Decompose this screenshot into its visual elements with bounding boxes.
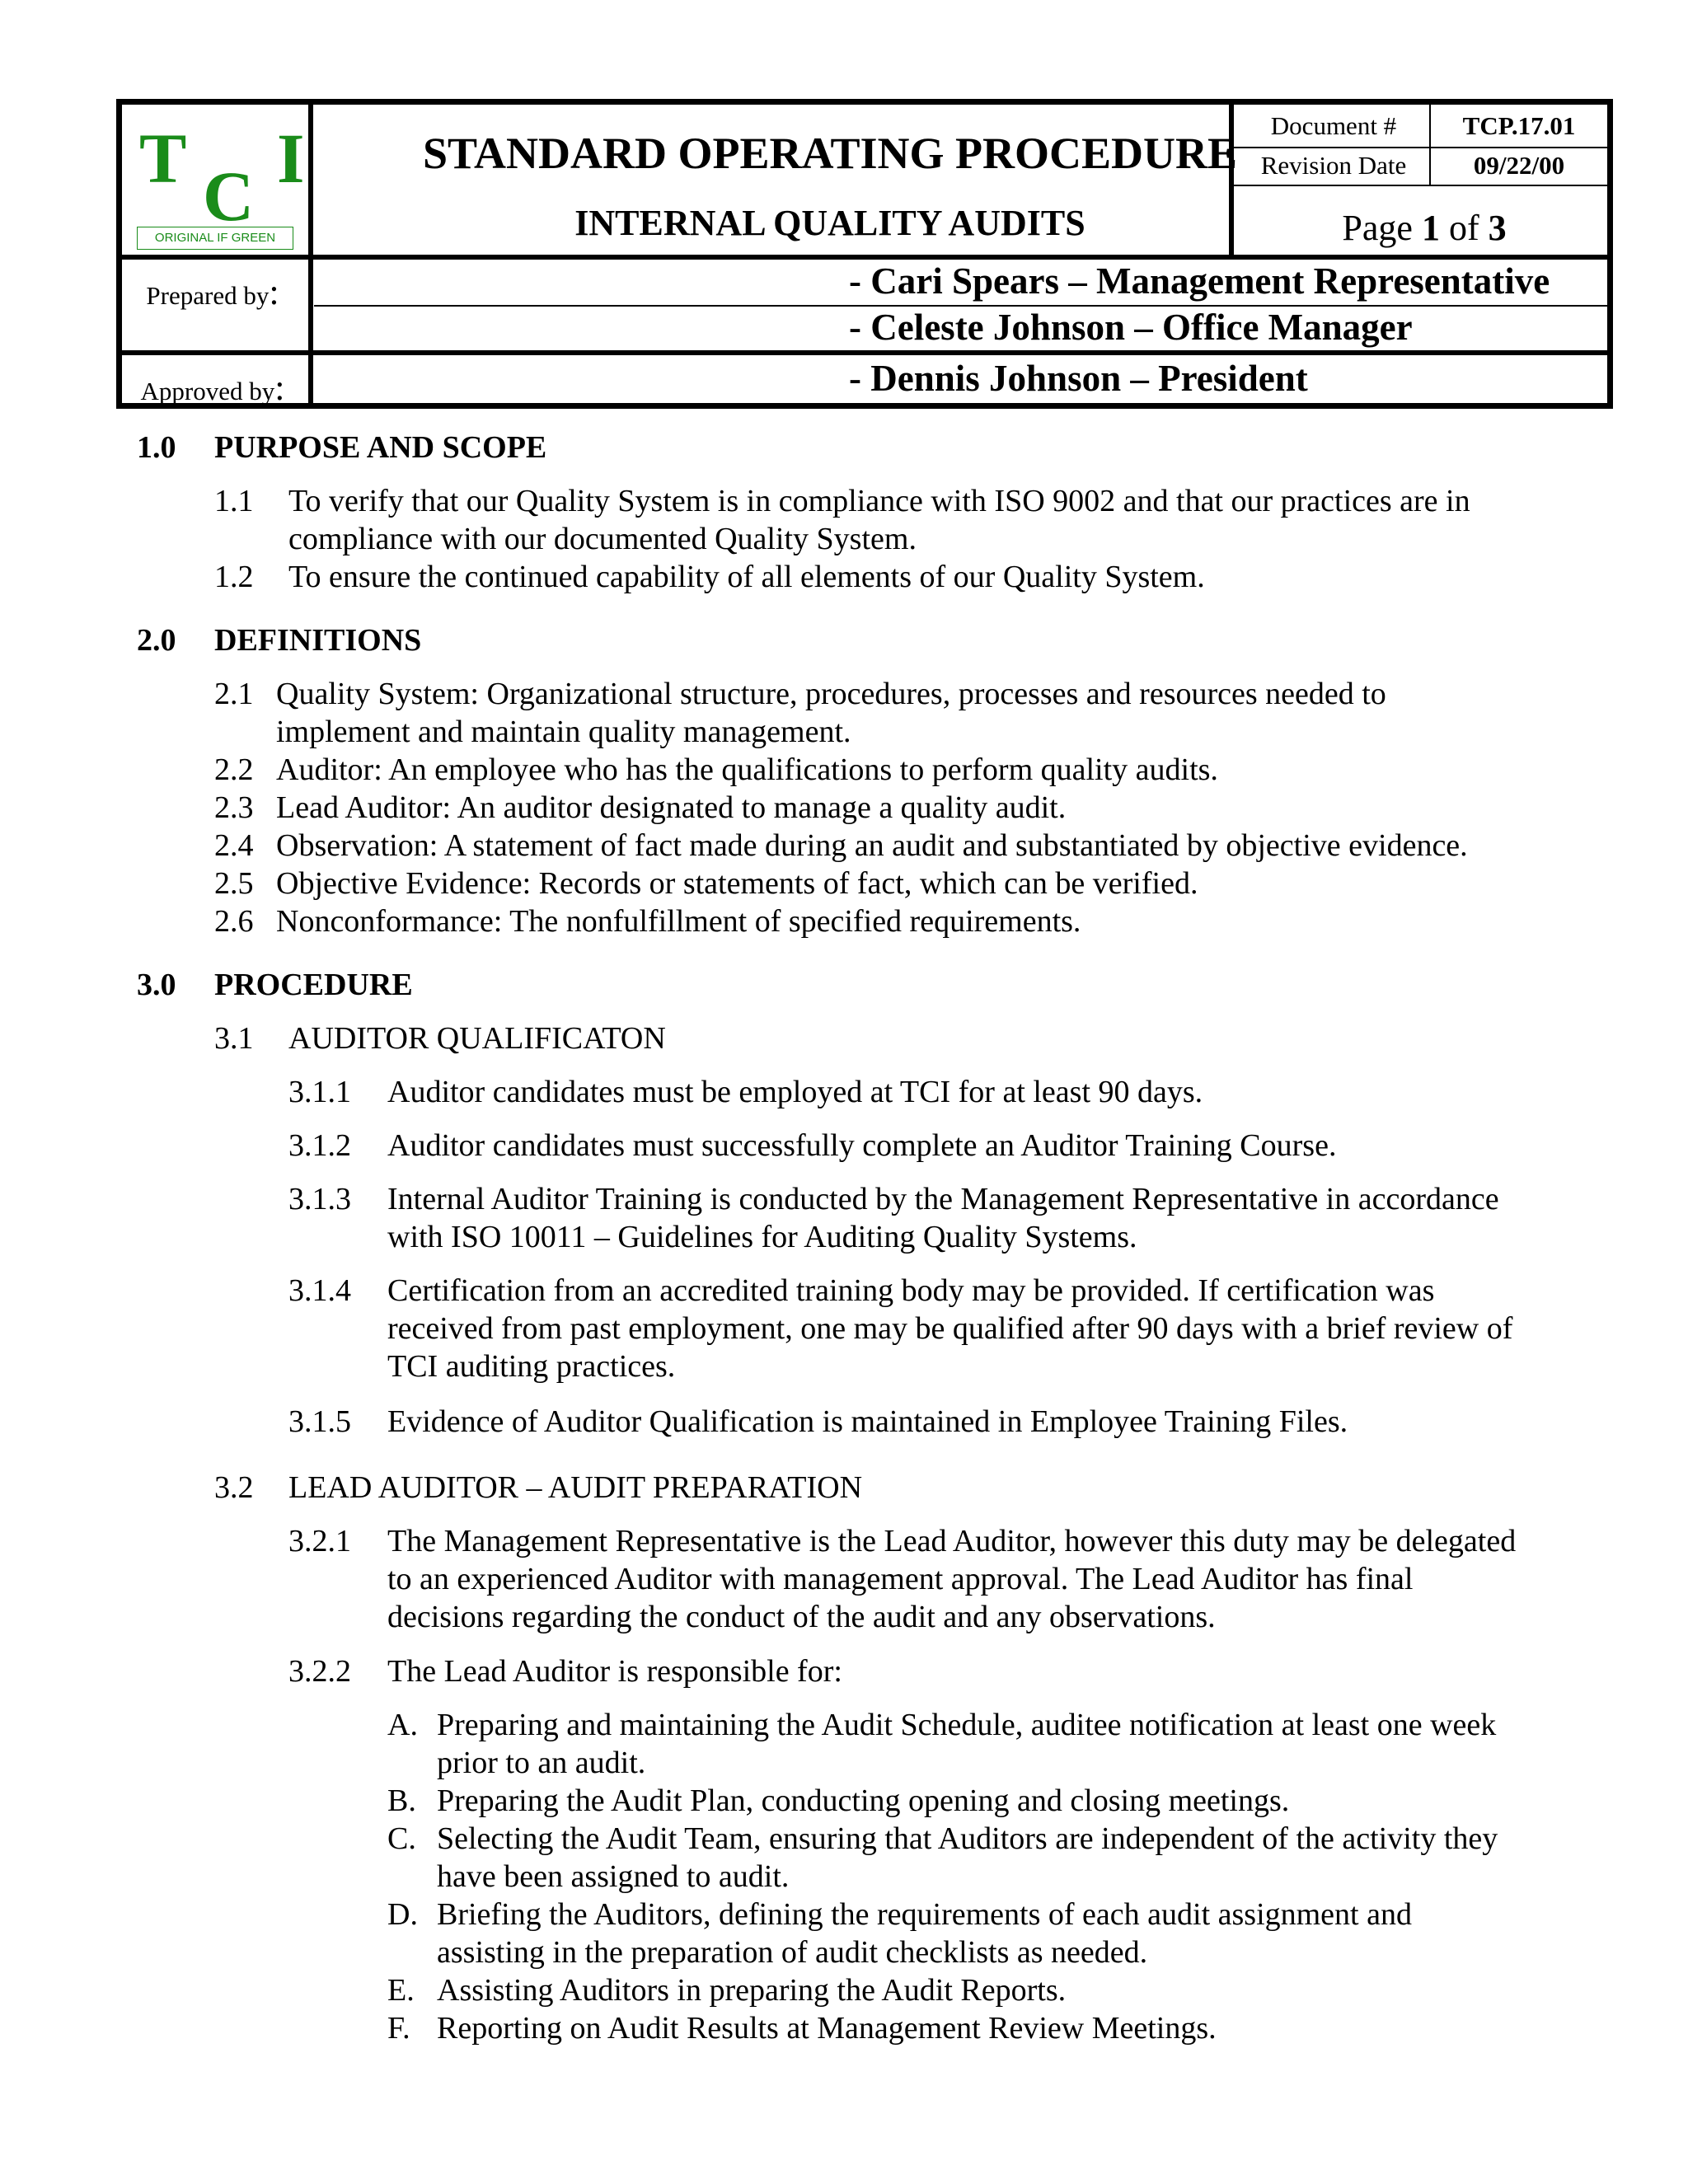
document-title: STANDARD OPERATING PROCEDURE (422, 129, 1238, 178)
approved-by-label: Approved by: (140, 368, 285, 408)
preparer-2: - Celeste Johnson – Office Manager (849, 307, 1413, 348)
page-of-word: of (1448, 208, 1479, 248)
logo-letter-i: I (277, 119, 305, 198)
sop-header (116, 99, 1613, 409)
logo-letter-c: C (203, 157, 255, 236)
section-heading-3: 3.0 PROCEDURE (137, 968, 413, 1002)
prepared-by-label: Prepared by: (146, 272, 279, 312)
document-number-label: Document # (1270, 111, 1397, 140)
logo-tagline: ORIGINAL IF GREEN (137, 227, 293, 250)
page-total: 3 (1488, 208, 1507, 248)
logo-letter-t: T (139, 119, 187, 198)
document-subtitle: INTERNAL QUALITY AUDITS (574, 203, 1085, 243)
page-indicator (1235, 207, 1614, 249)
section-heading-1: 1.0 PURPOSE AND SCOPE (137, 430, 547, 465)
revision-date-value: 09/22/00 (1473, 151, 1565, 180)
revision-date-label: Revision Date (1260, 151, 1407, 180)
approver: - Dennis Johnson – President (849, 358, 1308, 399)
section-heading-2: 2.0 DEFINITIONS (137, 623, 422, 658)
document-number-value: TCP.17.01 (1462, 111, 1576, 140)
page-current: 1 (1421, 208, 1440, 248)
page-prefix: Page (1342, 208, 1413, 248)
preparer-1: - Cari Spears – Management Representative (849, 260, 1550, 302)
